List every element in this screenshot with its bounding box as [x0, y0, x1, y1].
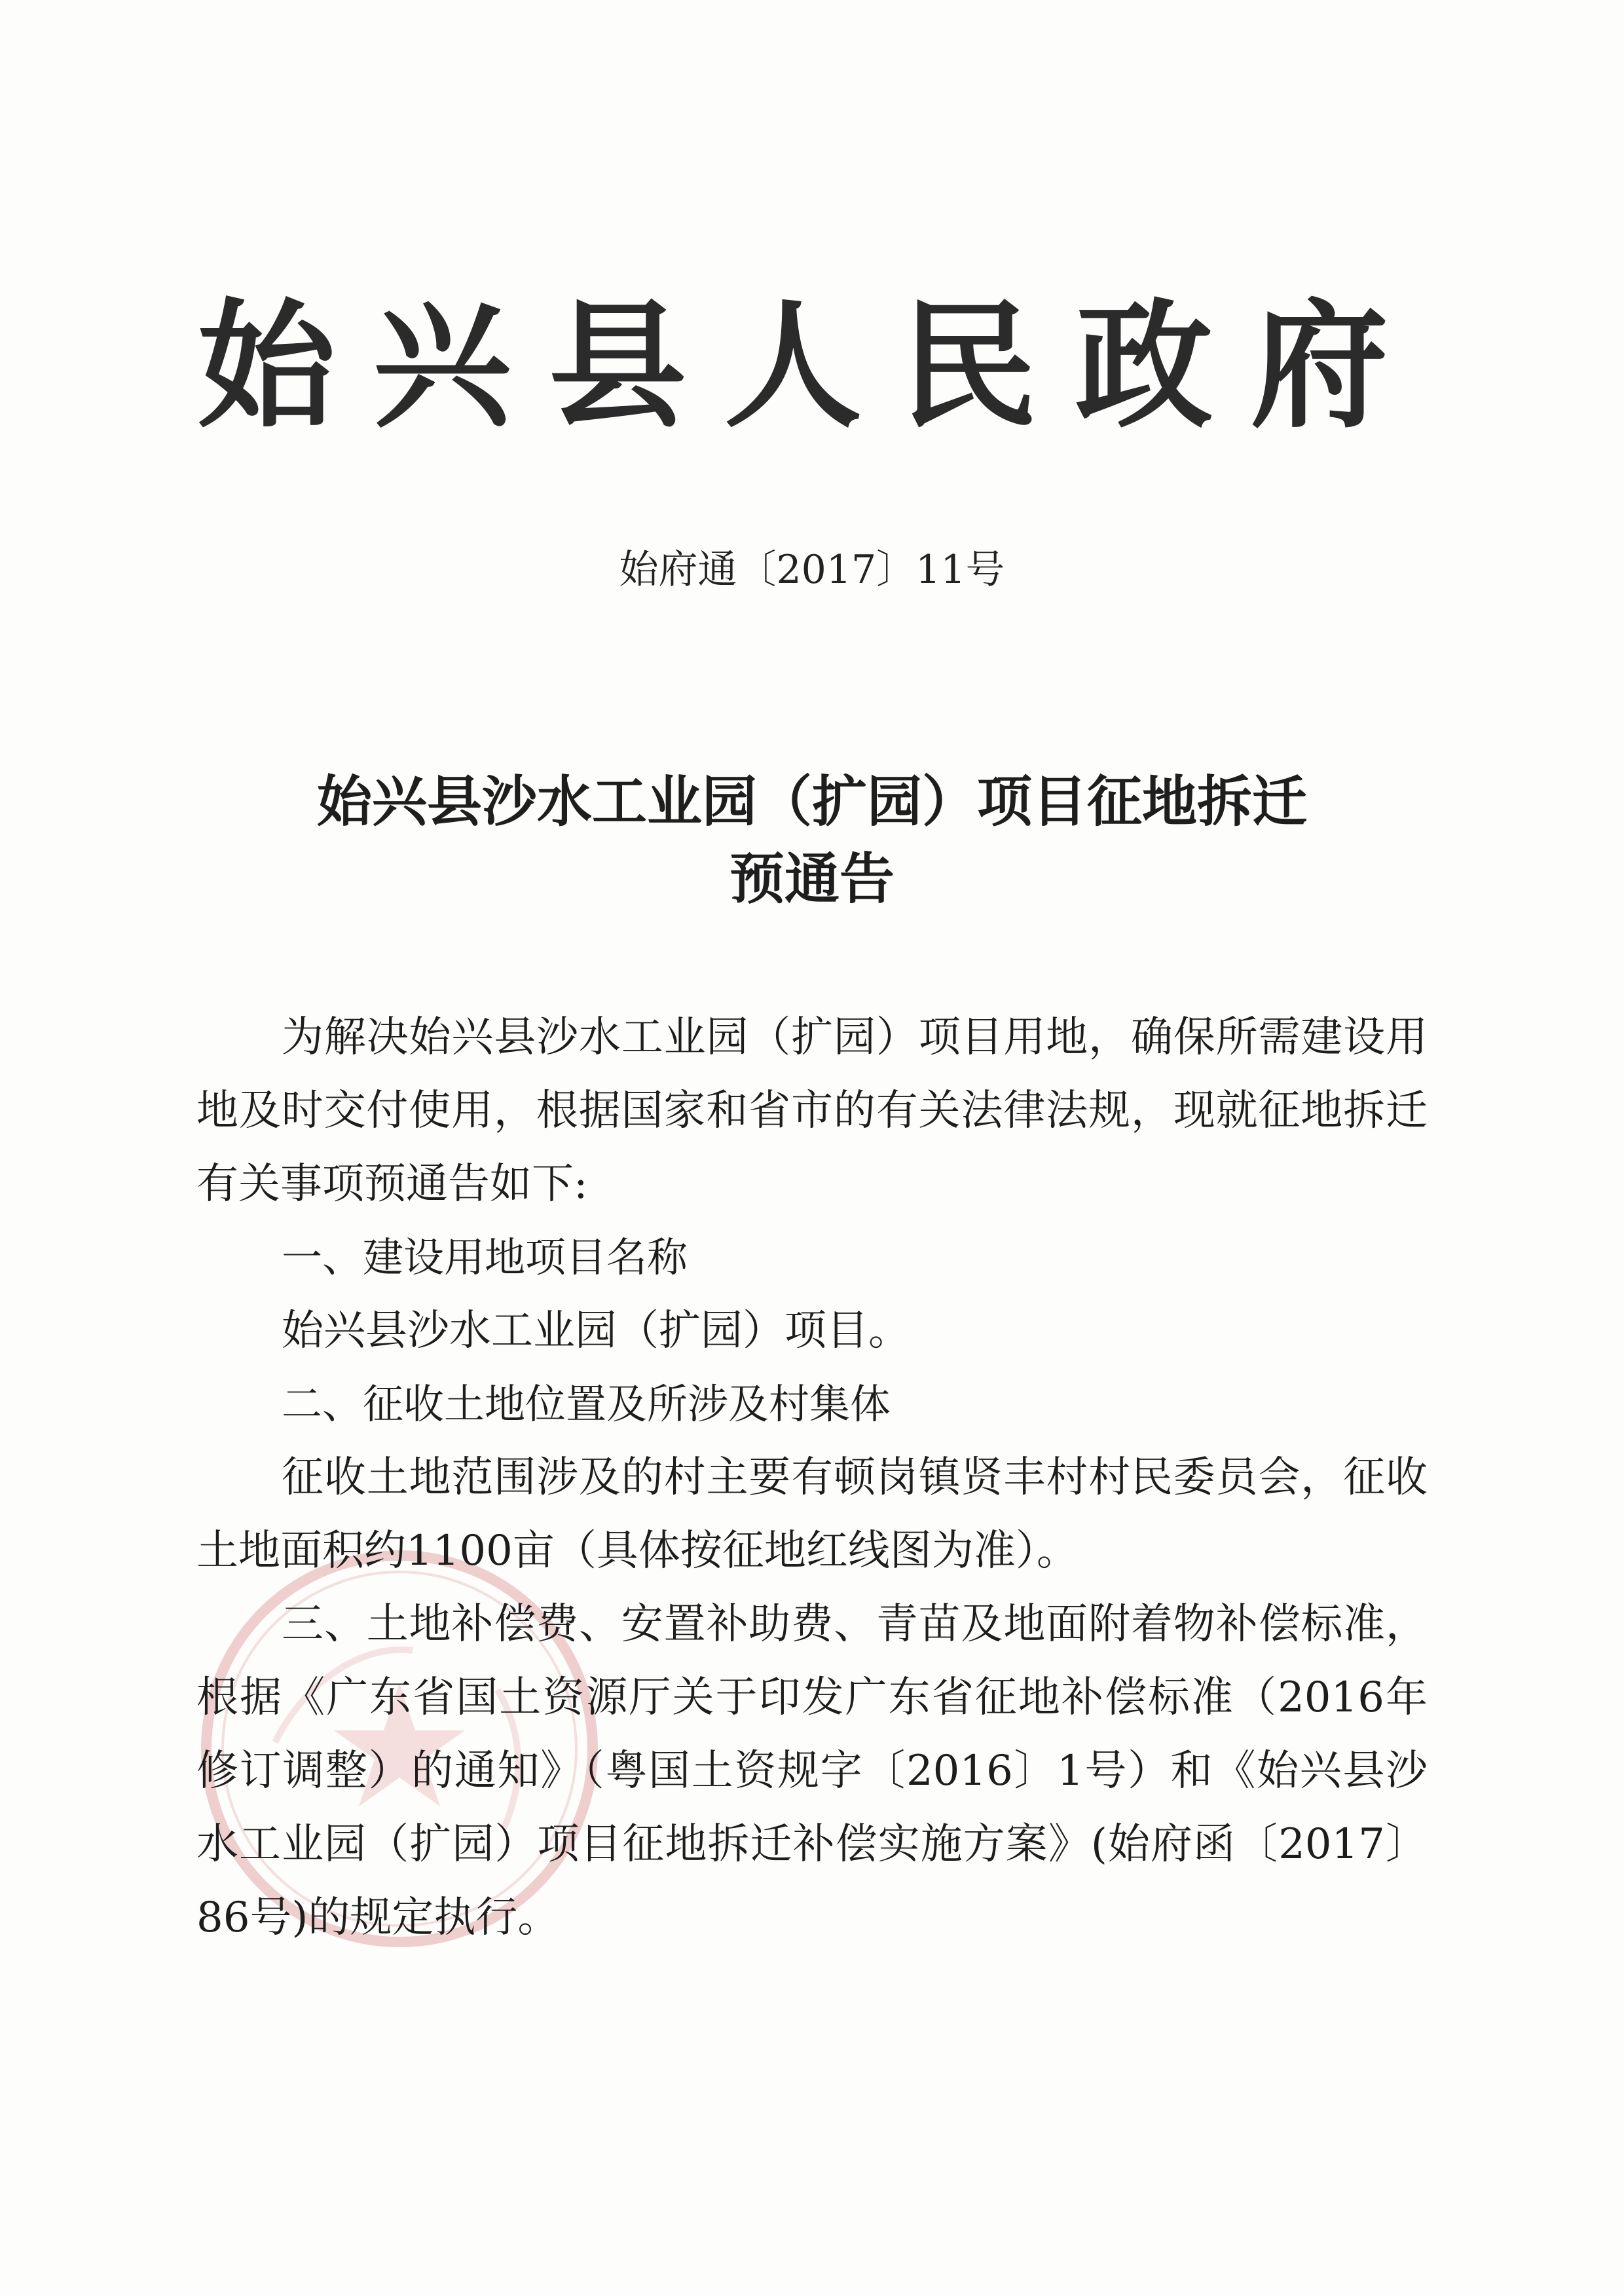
- section-3-text: 三、土地补偿费、安置补助费、青苗及地面附着物补偿标准，根据《广东省国土资源厅关于印发广东省征地补偿标准（2016年修订调整）的通知》（粤国土资规字〔2016〕1号）和《始兴县沙水工业园（扩园）项目征地拆迁补偿实施方案》(始府函〔2017〕86号)的规定执行。: [196, 1600, 1428, 1942]
- notice-title-line-1: 始兴县沙水工业园（扩园）项目征地拆迁: [316, 770, 1307, 834]
- section-1-text: 始兴县沙水工业园（扩园）项目。: [282, 1307, 910, 1355]
- section-2-heading: 二、征收土地位置及所涉及村集体: [282, 1380, 891, 1428]
- notice-title-line-2: 预通告: [729, 847, 895, 911]
- section-1-heading: 一、建设用地项目名称: [282, 1233, 688, 1281]
- notice-body: [196, 1001, 1428, 1954]
- section-2-text: 征收土地范围涉及的村主要有顿岗镇贤丰村村民委员会，征收土地面积约1100亩（具体按征地红线图为准）。: [196, 1453, 1428, 1575]
- notice-title: [0, 763, 1624, 918]
- issuer-title: 始兴县人民政府: [197, 286, 1426, 447]
- intro-paragraph: 为解决始兴县沙水工业园（扩园）项目用地，确保所需建设用地及时交付使用，根据国家和省市的有关法律法规，现就征地拆迁有关事项预通告如下:: [196, 1013, 1428, 1208]
- document-number: 始府通〔2017〕11号: [619, 547, 1005, 593]
